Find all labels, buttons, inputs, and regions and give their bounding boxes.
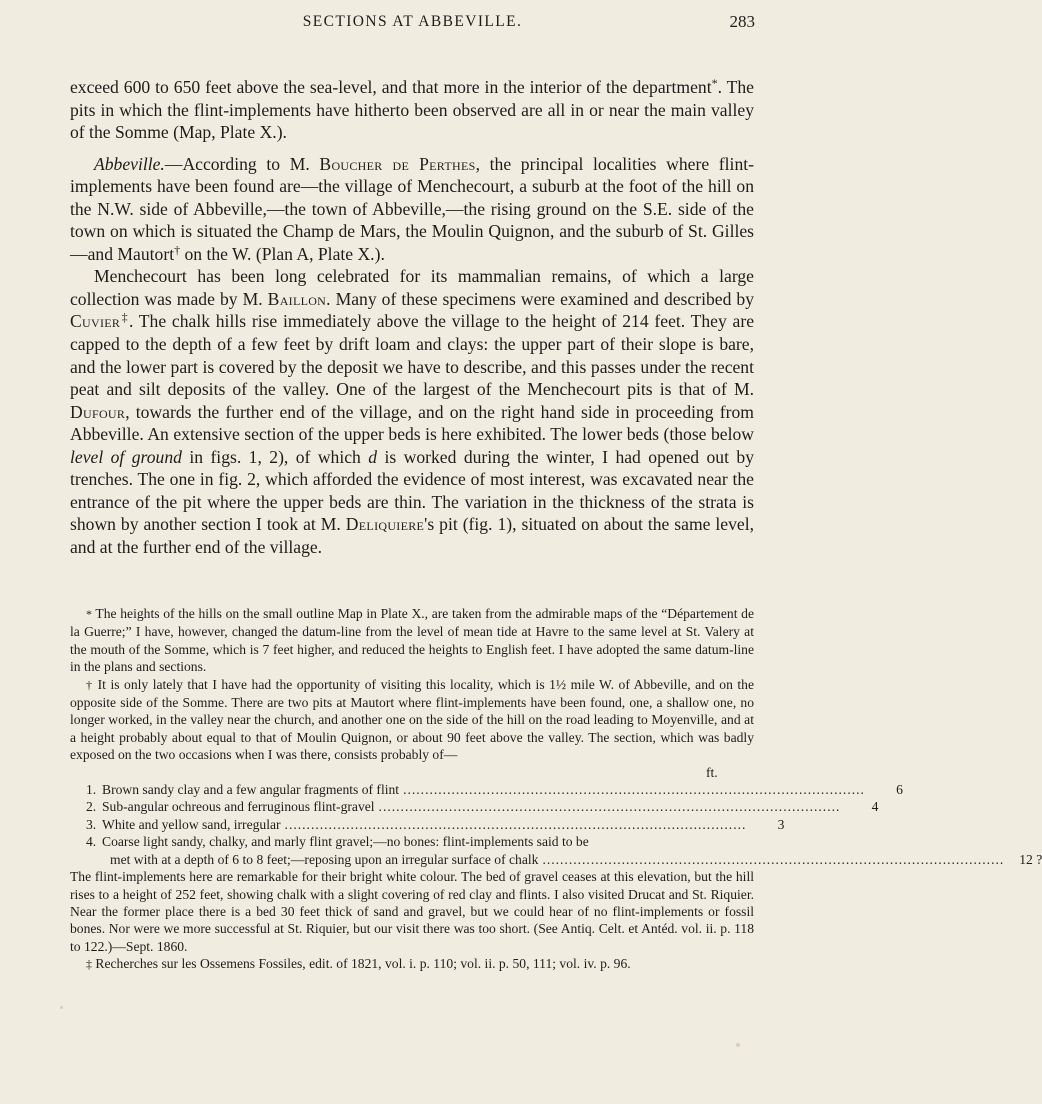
paragraph-3-text: in figs. 1, 2), of which xyxy=(181,446,369,467)
footnote-ref: * xyxy=(711,76,718,90)
footnote-1-text: The heights of the hills on the small outline Map in Plate X., are taken from the admirable maps of the “Département de la Guerre;” I have, however, changed the datum-line from the level of mean tide at Havre to the same level at St. Valery at the mouth of the Somme, which is 7 feet higher, and reduced the heights to English feet. I have adopted the same datum-line in the plans and sections. xyxy=(70,606,754,675)
running-head xyxy=(70,13,755,37)
person-name: Cuvier xyxy=(70,311,121,332)
paragraph-3-text: . The chalk hills rise immediately above the village to the height of 214 feet. They are capped to the depth of a few feet by drift loam and clays: the upper part of their slope is bare, and the lower part is covered by the deposit we have to describe, and this passes under the recent peat and silt deposits of the valley. One of the largest of the Menchecourt pits is that of M. xyxy=(70,311,754,400)
unit-label: ft. xyxy=(706,764,718,780)
row-number: 2. xyxy=(86,799,97,815)
row-description: White and yellow sand, irregular xyxy=(102,816,281,832)
row-description: Coarse light sandy, chalky, and marly flint gravel;—no bones: flint-implements said to be xyxy=(102,834,589,850)
paragraph-1 xyxy=(70,76,754,144)
row-number: 3. xyxy=(86,816,97,832)
footnote-mark: † xyxy=(86,677,94,692)
section-row xyxy=(86,781,903,798)
paragraph-3-text: Menchecourt has been long celebrated for its mammalian remains, of which a large collection was made by M. xyxy=(70,266,754,309)
paragraph-3-text: is worked during the winter, I had opened out by trenches. The one in fig. 2, which afforded the evidence of most interest, was excavated near the entrance of the pit where the upper beds are thin. The variation in the thickness of the strata is shown by another section I took at M. xyxy=(70,446,754,535)
person-name: Dufour xyxy=(70,401,126,422)
section-row xyxy=(86,798,879,815)
paragraph-2 xyxy=(70,153,754,266)
footnotes xyxy=(70,605,1042,974)
paragraph-3-text: , towards the further end of the village, and on the right hand side in proceeding from Abbeville. An extensive section of the upper beds is here exhibited. The lower beds (those below xyxy=(70,401,754,445)
paragraph-2-text: on the W. (Plan A, Plate X.). xyxy=(180,243,385,264)
footnote-2-continued: The flint-implements here are remarkable for their bright white colour. The bed of gravel ceases at this elevation, but the hill rises to a height of 252 feet, showing chalk with a slight covering of red clay and flints. I also visited Drucat and St. Riquier. Near the former place there is a bed 30 feet thick of sand and gravel, but we could hear of no flint-implements or fossil bones. Nor were we more successful at St. Riquier, but our visit there was too short. (See Antiq. Celt. et Antéd. vol. ii. p. 118 to 122.)—Sept. 1860. xyxy=(70,869,754,954)
section-table-header xyxy=(86,764,754,781)
footnote-ref: ‡ xyxy=(120,310,129,325)
footnote-mark: ‡ xyxy=(86,957,92,972)
row-number: 1. xyxy=(86,782,97,798)
section-row xyxy=(86,816,785,833)
row-value: 12 ? xyxy=(1019,851,1042,867)
footnote-3-text: Recherches sur les Ossemens Fossiles, edit. of 1821, vol. i. p. 110; vol. ii. p. 50, 111; vol. iv. p. 96. xyxy=(92,956,631,972)
row-value: 4 xyxy=(871,799,879,815)
footnote-ref: † xyxy=(174,242,181,257)
page-number: 283 xyxy=(729,12,755,31)
row-number: 4. xyxy=(86,834,97,850)
paragraph-2-text: , the principal localities where flint-implements have been found are—the village of Menchecourt, a suburb at the foot of the hill on the N.W. side of Abbeville,—the town of Abbeville,—the rising ground on the S.E. side of the town on which is situated the Champ de Mars, the Moulin Quignon, and the suburb of St. Gilles—and Mautort xyxy=(70,153,754,264)
paper-speck xyxy=(60,1006,63,1009)
person-name: Baillon xyxy=(267,288,327,309)
italic-phrase: level of ground xyxy=(70,446,182,467)
leader-dots: ......................................................................................................... xyxy=(284,816,747,832)
paper-speck xyxy=(736,1043,740,1047)
row-description: Sub-angular ochreous and ferruginous flint-gravel xyxy=(102,799,375,815)
paragraph-1-text-rest: . The pits in which the flint-implements have hitherto been observed are all in or near the main valley of the Somme (Map, Plate X.). xyxy=(70,77,754,143)
person-name: Deliquiere xyxy=(345,514,425,535)
row-value: 6 xyxy=(896,782,903,798)
row-value: 3 xyxy=(777,816,785,832)
paragraph-2-text: —According to M. xyxy=(164,153,320,174)
running-title: SECTIONS AT ABBEVILLE. xyxy=(302,13,523,30)
footnote-mark: * xyxy=(86,607,92,621)
paragraph-3-text: . Many of these specimens were examined and described by xyxy=(326,288,754,309)
footnote-1 xyxy=(70,605,754,676)
paragraph-3 xyxy=(70,265,754,558)
main-text xyxy=(70,76,754,558)
row-description-cont: met with at a depth of 6 to 8 feet;—reposing upon an irregular surface of chalk xyxy=(110,851,539,867)
footnote-3 xyxy=(70,955,754,973)
leader-dots: ......................................................................................................... xyxy=(403,782,865,798)
section-row xyxy=(86,833,1042,868)
row-description: Brown sandy clay and a few angular fragments of flint xyxy=(102,782,400,798)
italic-letter: d xyxy=(368,446,378,467)
paragraph-3-text: 's pit (fig. 1), situated on about the same level, and at the further end of the village. xyxy=(70,514,754,557)
paragraph-1-text: exceed 600 to 650 feet above the sea-level, and that more in the interior of the department xyxy=(70,77,712,97)
footnote-2 xyxy=(70,676,754,764)
leader-dots: ......................................................................................................... xyxy=(542,851,1005,867)
section-lead-abbeville: Abbeville. xyxy=(94,153,165,174)
footnote-2-text: It is only lately that I have had the opportunity of visiting this locality, which is 1½ mile W. of Abbeville, and on the opposite side of the Somme. There are two pits at Mautort where flint-implements have been found, one, a shallow one, no longer worked, in the valley near the church, and another one on the side of the hill on the road leading to Moyenville, and at a height probably about equal to that of Moulin Quignon, or about 90 feet above the valley. The section, which was badly exposed on the two occasions when I was there, consists probably of— xyxy=(70,676,755,763)
leader-dots: ......................................................................................................... xyxy=(378,799,841,815)
person-name: Boucher de Perthes xyxy=(319,153,476,174)
